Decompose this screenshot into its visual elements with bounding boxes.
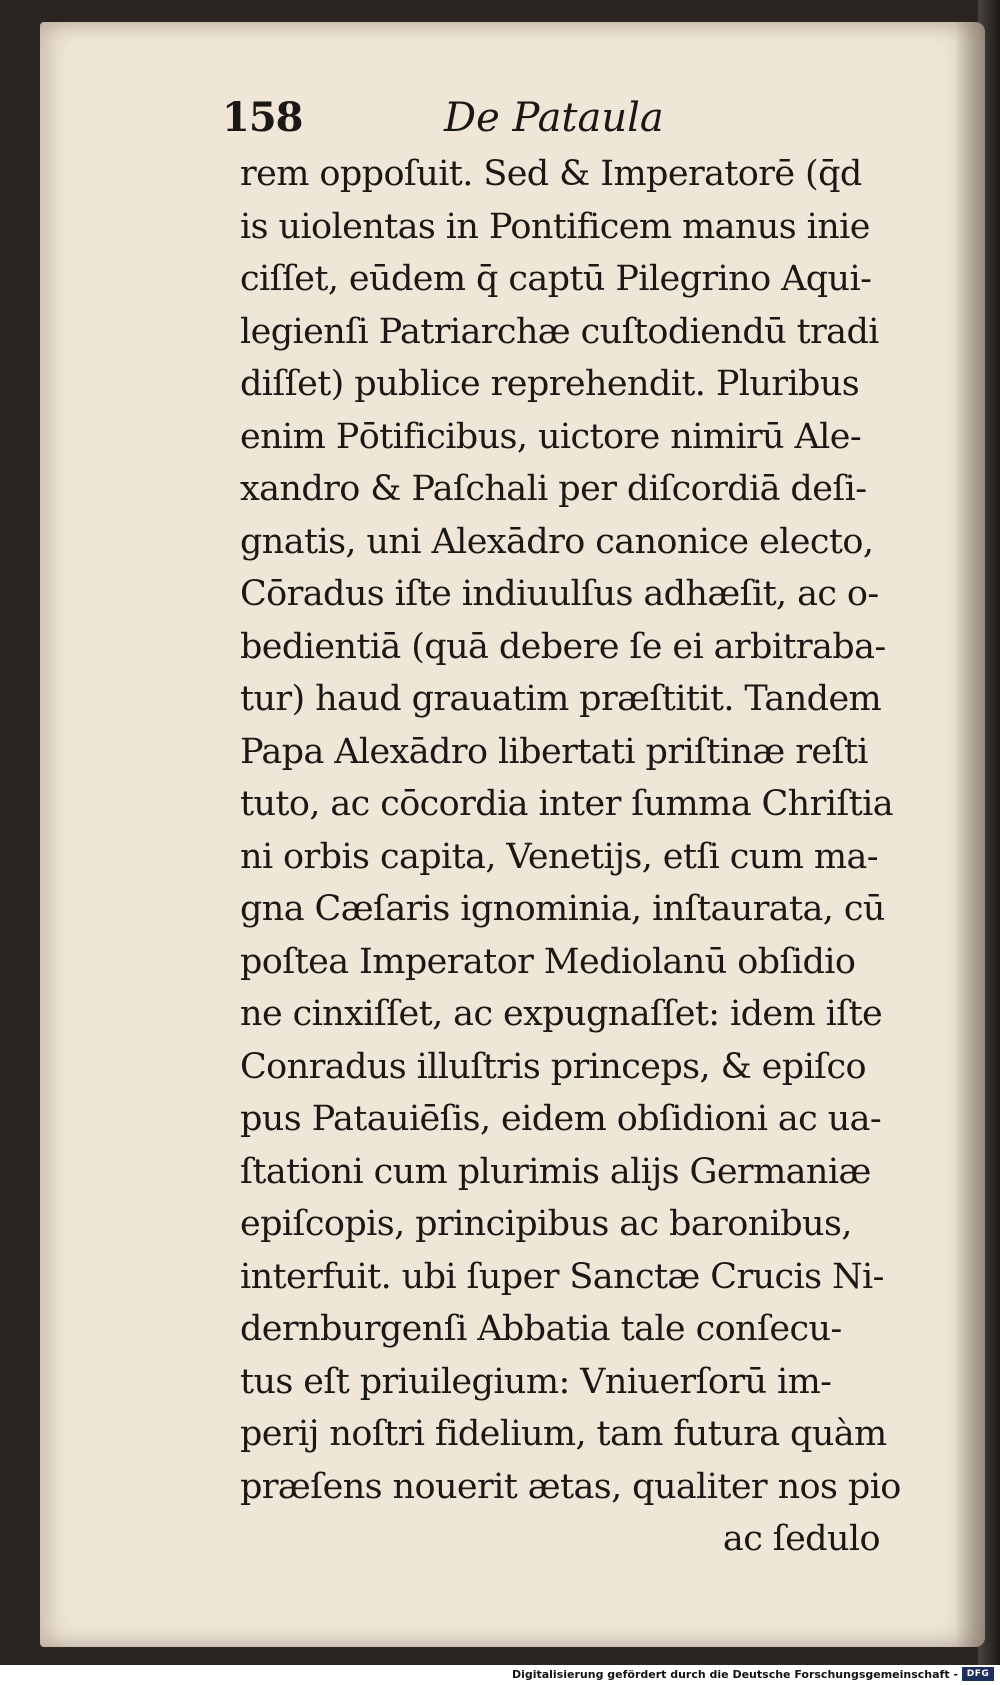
text-line: interfuit. ubi ſuper Sanctæ Crucis Ni- [240, 1256, 884, 1297]
text-line: poſtea Imperator Mediolanū obſidio [240, 941, 856, 982]
text-line: præſens nouerit ætas, qualiter nos pio [240, 1466, 901, 1507]
text-line: epiſcopis, principibus ac baronibus, [240, 1204, 852, 1244]
text-line: perij noſtri fidelium, tam futura quàm [240, 1414, 887, 1454]
text-line: legienſi Patriarchæ cuſtodiendū tradi [240, 311, 879, 352]
text-line: bedientiā (quā debere ſe ei arbitraba- [240, 626, 886, 667]
text-line: tus eſt priuilegium: Vniuerſorū im- [240, 1361, 832, 1402]
text-line: gna Cæſaris ignominia, inſtaurata, cū [240, 889, 885, 929]
text-line: ne cinxiſſet, ac expugnaſſet: idem iſte [240, 994, 883, 1034]
digitization-footer [0, 1665, 1000, 1685]
text-line: enim Pōtificibus, uictore nimirū Ale- [240, 416, 862, 457]
text-line: gnatis, uni Alexādro canonice electo, [240, 521, 874, 562]
funding-credit: Digitalisierung gefördert durch die Deutsche Forschungsgemeinschaft - [511, 1668, 958, 1681]
text-line: is uiolentas in Pontificem manus inie [240, 206, 870, 247]
text-line: pus Patauiēſis, eidem obſidioni ac ua- [240, 1099, 882, 1139]
text-line: rem oppoſuit. Sed & Imperatorē (q̄d [240, 154, 862, 194]
text-line: Conradus illuſtris princeps, & epiſco [240, 1046, 867, 1087]
page-edge-shadow [955, 22, 985, 1647]
page-number: 158 [222, 94, 303, 141]
catchword: ac ſedulo [722, 1519, 880, 1559]
text-line: tuto, ac cōcordia inter ſumma Chriſtia [240, 784, 894, 824]
dfg-logo: DFG [962, 1667, 994, 1681]
text-line: Cōradus iſte indiuulſus adhæſit, ac o- [240, 574, 879, 614]
text-line: Papa Alexādro libertati priſtinæ reſti [240, 731, 868, 772]
running-title: De Pataula [444, 95, 664, 141]
running-head [222, 88, 722, 148]
text-line: tur) haud grauatim præſtitit. Tandem [240, 679, 882, 719]
text-line: ciſſet, eūdem q̄ captū Pilegrino Aqui- [240, 259, 872, 299]
text-line: ni orbis capita, Venetijs, etſi cum ma- [240, 836, 878, 877]
text-line: ſtationi cum plurimis alijs Germaniæ [240, 1151, 871, 1192]
text-line: diſſet) publice reprehendit. Pluribus [240, 364, 860, 404]
text-line: dernburgenſi Abbatia tale conſecu- [240, 1309, 842, 1349]
text-line: xandro & Paſchali per diſcordiā deſi- [240, 469, 867, 509]
body-text [240, 148, 920, 1566]
